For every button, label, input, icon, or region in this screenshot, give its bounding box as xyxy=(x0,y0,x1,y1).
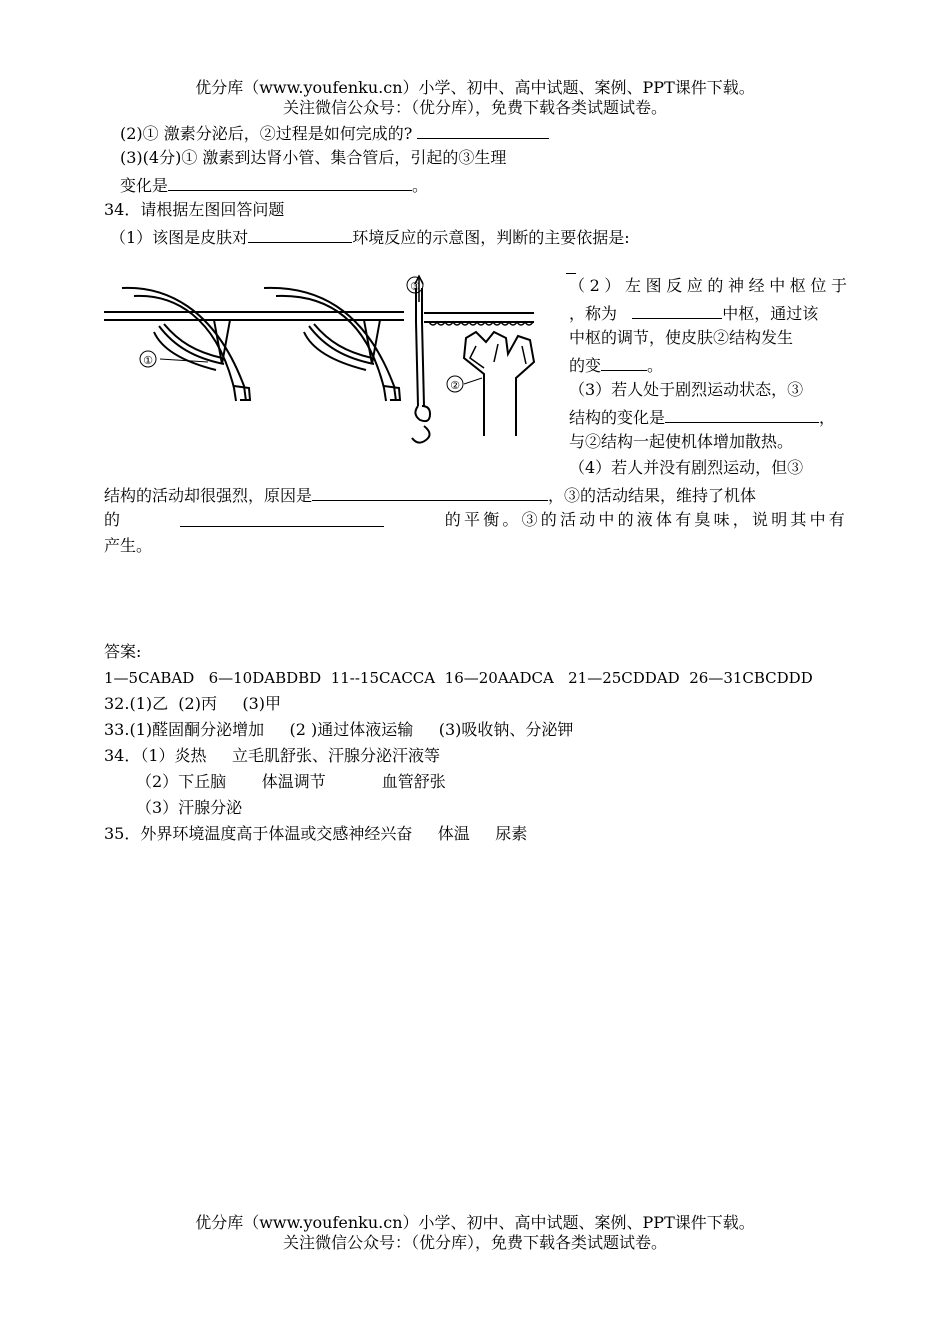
header-line-1: 优分库（www.youfenku.cn）小学、初中、高中试题、案例、PPT课件下载。 xyxy=(195,78,755,97)
q34-part1-prefix: （1）该图是皮肤对 xyxy=(110,228,249,247)
footer-line-2: 关注微信公众号：（优分库），免费下载各类试题试卷。 xyxy=(282,1233,667,1252)
q34-part1 xyxy=(110,225,630,249)
answers-line-1: 1—5CABAD 6—10DABDBD 11--15CACCA 16—20AADCA 21—25CDDAD 26—31CBCDDD xyxy=(104,669,813,687)
answer-blank xyxy=(248,225,352,243)
answers-heading: 答案: xyxy=(104,642,142,661)
answers-line-7: 35．外界环境温度高于体温或交感神经兴奋 体温 尿素 xyxy=(104,824,528,843)
q33-part2 xyxy=(120,121,549,145)
q34-part4b-prefix: 结构的活动却很强烈，原因是 xyxy=(104,486,313,505)
header-line-2: 关注微信公众号：（优分库），免费下载各类试题试卷。 xyxy=(282,98,667,117)
answers-line-2: 32.(1)乙 (2)丙 (3)甲 xyxy=(104,694,282,713)
q34-part4c-suffix: 的平衡。③的活动中的液体有臭味，说明其中有 xyxy=(444,510,848,529)
q34-part3b xyxy=(569,405,835,429)
q34-part2b xyxy=(569,301,818,325)
q34-part4a: （4）若人并没有剧烈运动，但③ xyxy=(569,458,804,477)
answer-blank xyxy=(632,301,722,319)
answer-blank xyxy=(312,483,548,501)
q34-part4c-prefix: 的 xyxy=(104,510,121,529)
q34-part2c: 中枢的调节，使皮肤②结构发生 xyxy=(569,328,794,347)
q34-part4c xyxy=(104,509,848,531)
footer-line-1: 优分库（www.youfenku.cn）小学、初中、高中试题、案例、PPT课件下载。 xyxy=(195,1213,755,1232)
q34-part1-suffix: 环境反应的示意图，判断的主要依据是: xyxy=(352,228,630,247)
q34-part4d: 产生。 xyxy=(104,536,153,555)
skin-reaction-diagram xyxy=(104,266,544,456)
answers-line-5: （2）下丘脑 体温调节 血管舒张 xyxy=(136,772,446,791)
answer-blank xyxy=(417,121,549,139)
q34-part3c: 与②结构一起使机体增加散热。 xyxy=(569,432,794,451)
answers-line-3: 33.(1)醛固酮分泌增加 (2 )通过体液运输 (3)吸收钠、分泌钾 xyxy=(104,720,574,739)
answers-line-6: （3）汗腺分泌 xyxy=(136,798,243,817)
answer-blank xyxy=(665,405,819,423)
q33-part3b-suffix: 。 xyxy=(412,176,429,195)
q34-part3b-prefix: 结构的变化是 xyxy=(569,408,666,427)
q34-part4b-suffix: ，③的活动结果，维持了机体 xyxy=(548,486,757,505)
q34-part2d-suffix: 。 xyxy=(647,356,664,375)
q34-part2b-suffix: 中枢，通过该 xyxy=(722,304,819,323)
q34-part3a: （3）若人处于剧烈运动状态，③ xyxy=(569,380,804,399)
q33-part3b-prefix: 变化是 xyxy=(120,176,169,195)
label-3: ③ xyxy=(410,280,420,293)
q34-part2a: （2）左图反应的神经中枢位于 xyxy=(569,276,847,295)
label-2: ② xyxy=(450,379,460,392)
q33-part3b xyxy=(120,173,428,197)
q33-part3a: (3)(4分)① 激素到达肾小管、集合管后，引起的③生理 xyxy=(120,148,507,167)
label-1: ① xyxy=(143,354,153,367)
answer-blank xyxy=(601,353,647,371)
answer-blank xyxy=(566,256,576,274)
answers-line-4: 34．（1）炎热 立毛肌舒张、汗腺分泌汗液等 xyxy=(104,746,440,765)
q34-part4b xyxy=(104,483,756,507)
q34-title: 34．请根据左图回答问题 xyxy=(104,200,285,219)
q34-part2d xyxy=(569,353,663,377)
answer-blank xyxy=(180,509,384,527)
q34-part2b-prefix: ，称为 xyxy=(569,304,618,323)
q34-part3b-suffix: ， xyxy=(819,408,836,427)
answer-blank xyxy=(168,173,412,191)
q33-part2-text: (2)① 激素分泌后，②过程是如何完成的? xyxy=(120,124,413,143)
q34-part2d-prefix: 的变 xyxy=(569,356,602,375)
